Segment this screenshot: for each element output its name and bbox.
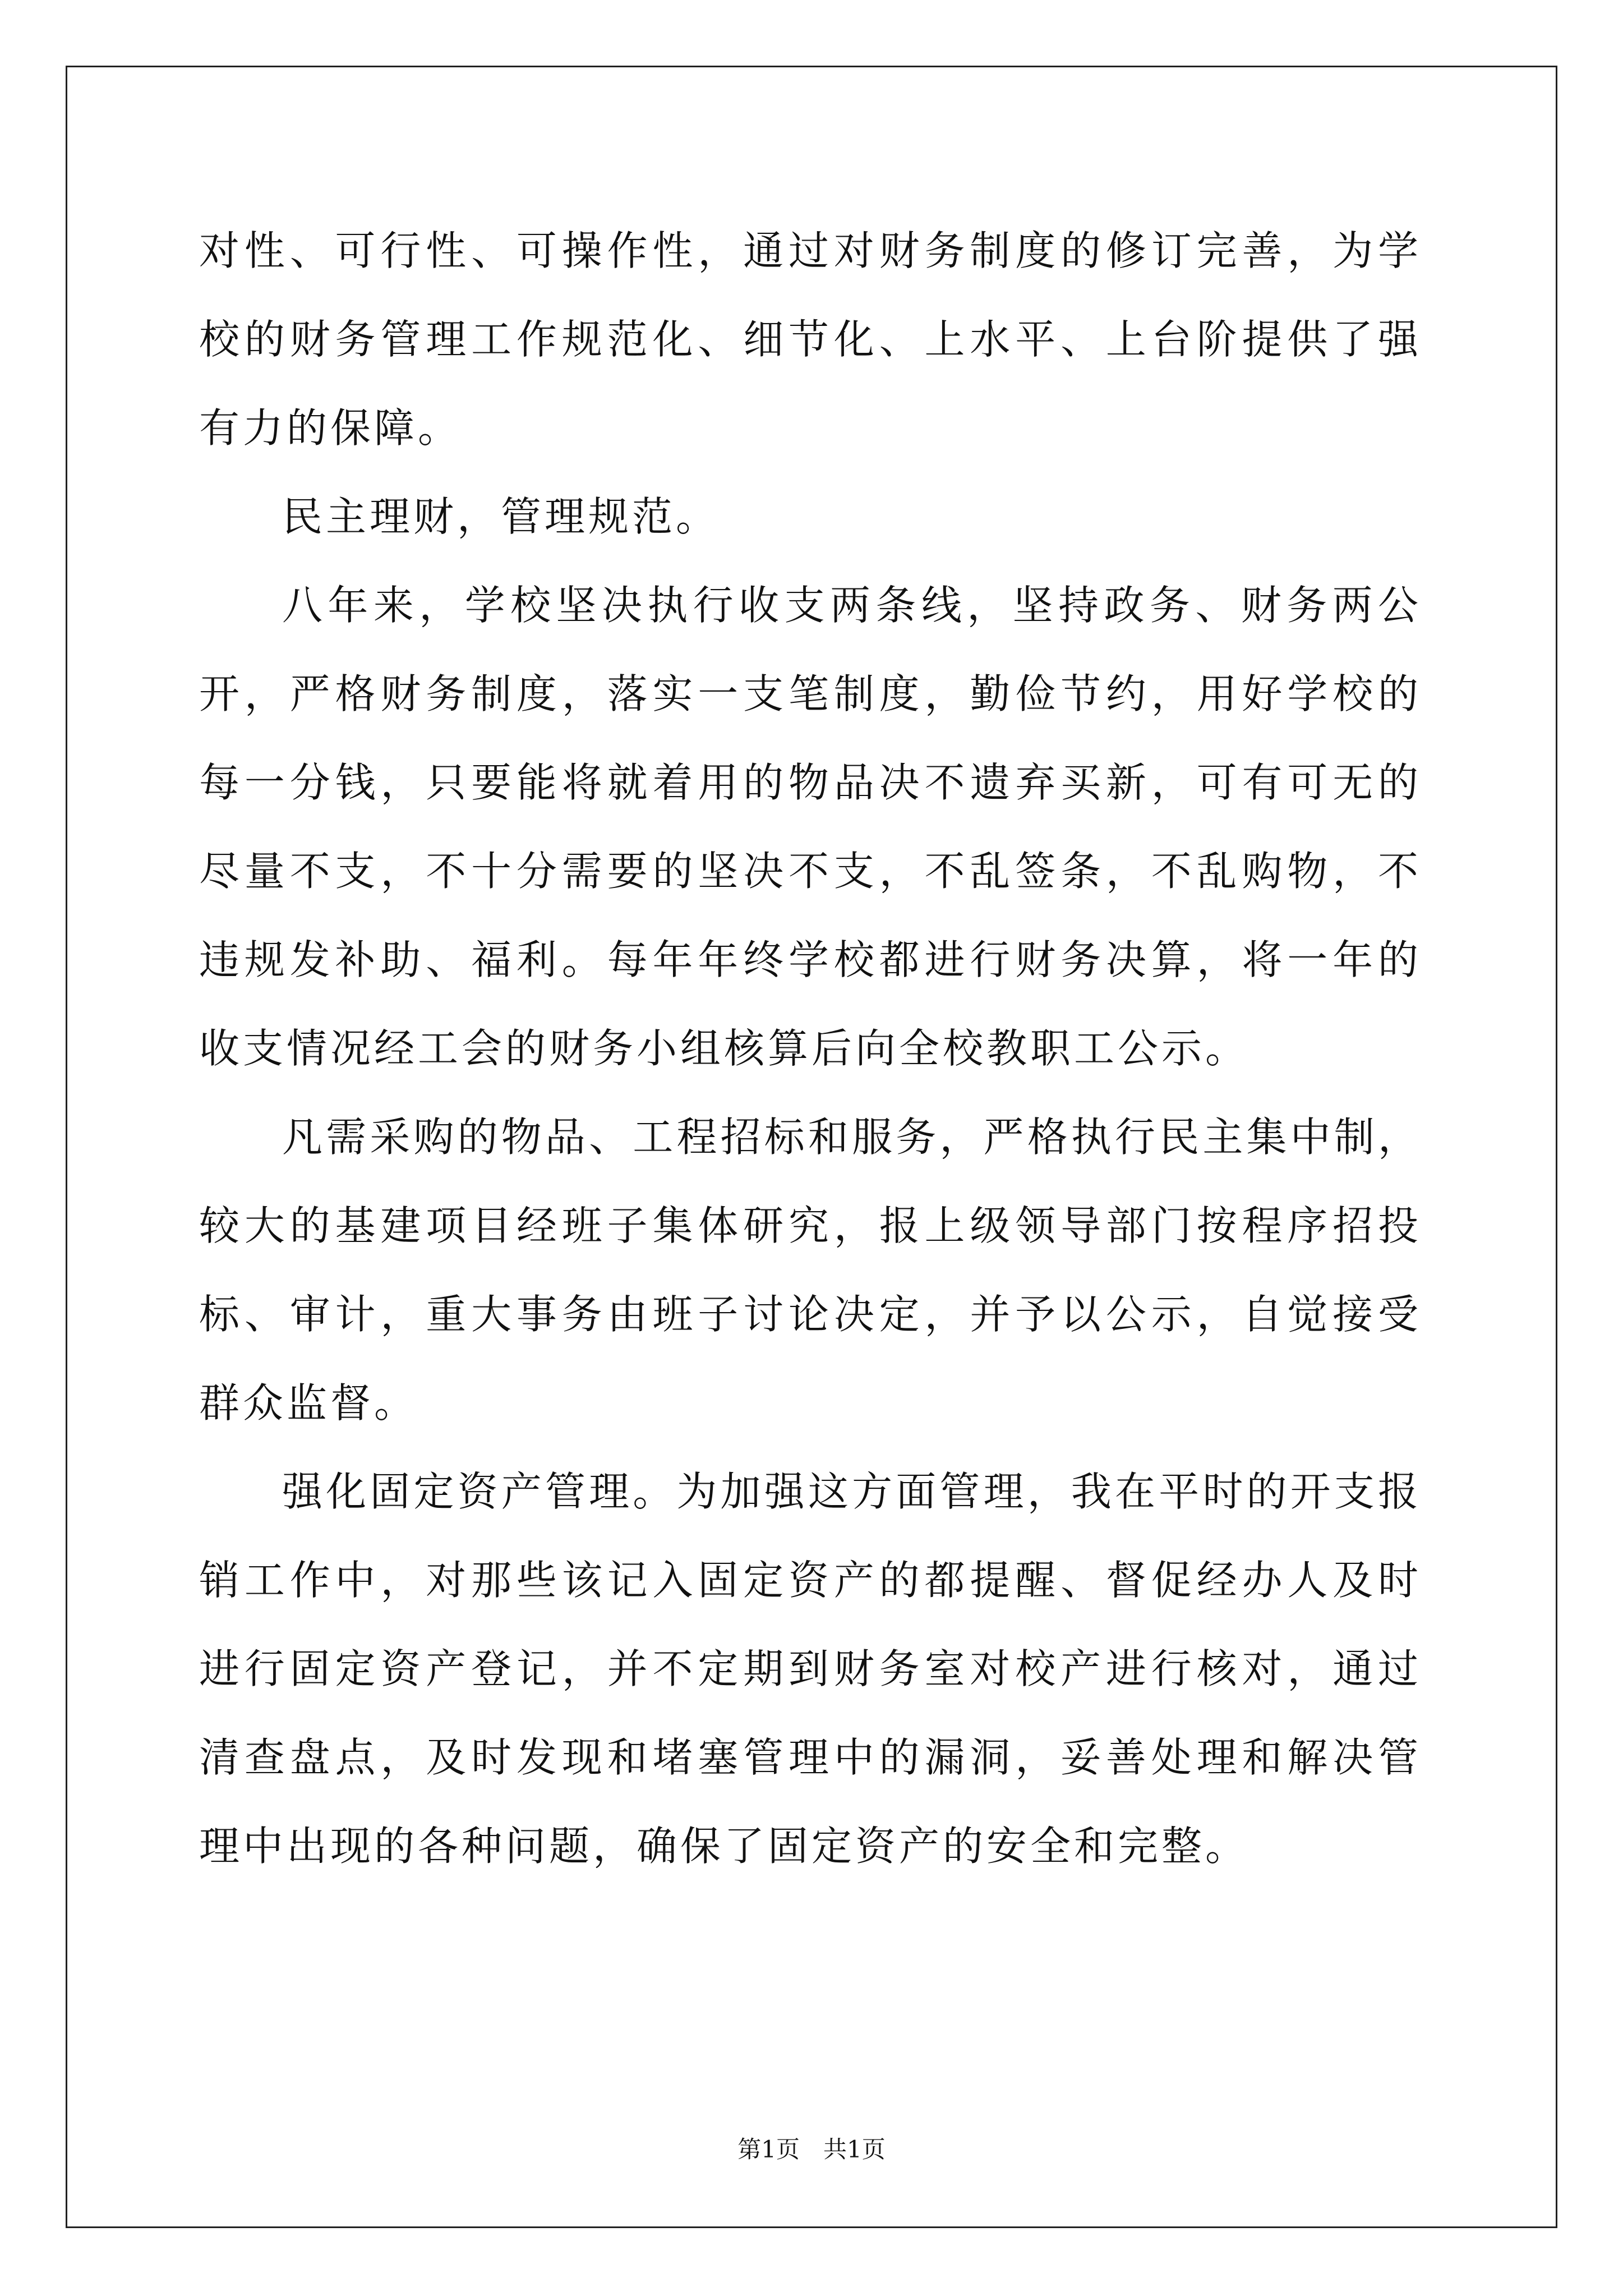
paragraph-1: 对性、可行性、可操作性，通过对财务制度的修订完善，为学校的财务管理工作规范化、细节化、上水平、上台阶提供了强有力的保障。 xyxy=(199,227,1422,452)
page-footer: 第1页 共1页 xyxy=(737,2136,886,2163)
paragraph-2: 民主理财，管理规范。 xyxy=(282,493,720,540)
paragraph-5: 强化固定资产管理。为加强这方面管理，我在平时的开支报销工作中，对那些该记入固定资产的都提醒、督促经办人及时进行固定资产登记，并不定期到财务室对校产进行核对，通过清查盘点，及时发现和堵塞管理中的漏洞，妥善处理和解决管理中出现的各种问题，确保了固定资产的安全和完整。 xyxy=(199,1468,1422,1870)
paragraph-3: 八年来，学校坚决执行收支两条线，坚持政务、财务两公开，严格财务制度，落实一支笔制度，勤俭节约，用好学校的每一分钱，只要能将就着用的物品决不遗弃买新，可有可无的尽量不支，不十分需要的坚决不支，不乱签条，不乱购物，不违规发补助、福利。每年年终学校都进行财务决算，将一年的收支情况经工会的财务小组核算后向全校教职工公示。 xyxy=(199,582,1422,1072)
document-body xyxy=(199,206,1422,1890)
paragraph-4: 凡需采购的物品、工程招标和服务，严格执行民主集中制，较大的基建项目经班子集体研究，报上级领导部门按程序招投标、审计，重大事务由班子讨论决定，并予以公示，自觉接受群众监督。 xyxy=(199,1114,1422,1427)
